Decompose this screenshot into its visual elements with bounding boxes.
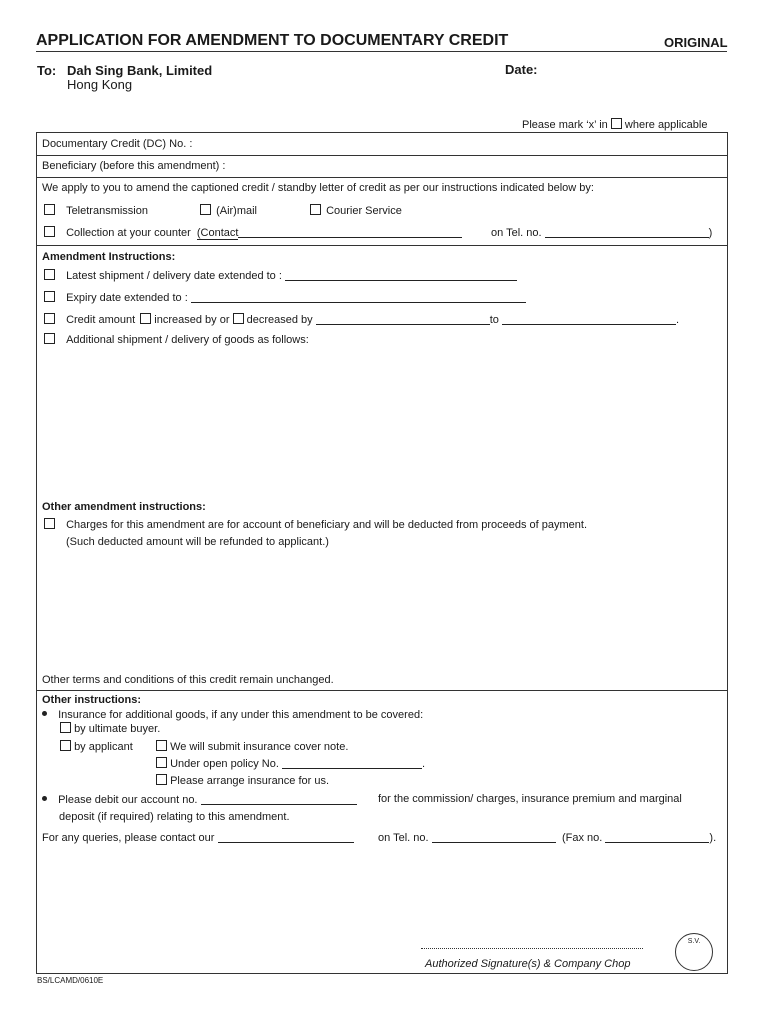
airmail-label: (Air)mail	[216, 205, 258, 217]
expiry-checkbox[interactable]	[44, 291, 55, 302]
latest-shipment-label: Latest shipment / delivery date extended to :	[66, 270, 282, 282]
amount-from-field[interactable]	[316, 313, 490, 325]
title-rule	[36, 51, 727, 52]
form-code: BS/LCAMD/0610E	[37, 976, 104, 985]
by-buyer-row	[60, 722, 160, 735]
open-policy-field[interactable]	[282, 757, 422, 769]
date-field[interactable]	[545, 62, 725, 76]
open-policy-end: .	[421, 758, 426, 770]
open-policy-label: Under open policy No.	[170, 758, 279, 770]
dc-rule	[36, 155, 727, 156]
teletransmission-checkbox[interactable]	[44, 204, 55, 215]
expiry-field[interactable]	[191, 291, 526, 303]
signature-label: Authorized Signature(s) & Company Chop	[425, 958, 631, 970]
courier-label: Courier Service	[326, 205, 402, 217]
queries-row	[42, 831, 354, 844]
increased-label: increased by or	[154, 314, 230, 326]
arrange-checkbox[interactable]	[156, 774, 167, 785]
collection-tel-label: on Tel. no.	[491, 227, 542, 239]
collection-option	[44, 226, 462, 239]
latest-shipment-field[interactable]	[285, 269, 517, 281]
other-amendment-heading: Other amendment instructions:	[42, 501, 206, 513]
apply-rule	[36, 245, 727, 246]
queries-contact-field[interactable]	[218, 831, 354, 843]
charges-row	[44, 518, 587, 531]
by-applicant-row	[60, 740, 133, 753]
submit-cover-checkbox[interactable]	[156, 740, 167, 751]
queries-label: For any queries, please contact our	[42, 832, 215, 844]
collection-tel-field[interactable]	[545, 226, 709, 238]
delivery-options	[44, 204, 148, 217]
charges-checkbox[interactable]	[44, 518, 55, 529]
to-label: to	[489, 314, 499, 326]
teletransmission-label: Teletransmission	[66, 205, 148, 217]
bank-name: Dah Sing Bank, Limited	[67, 63, 213, 78]
amount-period: .	[675, 314, 680, 326]
sv-label: S.V.	[687, 938, 701, 945]
by-buyer-label: by ultimate buyer.	[74, 723, 161, 735]
decreased-label: decreased by	[246, 314, 313, 326]
arrange-row	[156, 774, 329, 787]
date-label: Date:	[505, 62, 538, 77]
form-title: APPLICATION FOR AMENDMENT TO DOCUMENTARY CREDIT	[36, 32, 509, 49]
sv-stamp-circle	[675, 933, 713, 971]
insurance-label: Insurance for additional goods, if any under this amendment to be covered:	[58, 709, 424, 721]
beneficiary-label: Beneficiary (before this amendment) :	[42, 160, 226, 172]
submit-cover-label: We will submit insurance cover note.	[170, 741, 349, 753]
unchanged-rule	[36, 690, 727, 691]
open-policy-checkbox[interactable]	[156, 757, 167, 768]
frame-right	[727, 132, 728, 973]
decreased-checkbox[interactable]	[233, 313, 244, 324]
fax-end: ).	[709, 832, 717, 844]
other-amendment-area[interactable]	[60, 556, 720, 666]
expiry-label: Expiry date extended to :	[66, 292, 188, 304]
airmail-option	[200, 204, 257, 217]
amount-to-field[interactable]	[502, 313, 676, 325]
sample-checkbox-icon	[611, 118, 622, 129]
debit-for-label: for the commission/ charges, insurance premium and marginal	[378, 793, 682, 805]
additional-shipment-label: Additional shipment / delivery of goods as follows:	[66, 334, 309, 346]
increased-checkbox[interactable]	[140, 313, 151, 324]
collection-close-paren: )	[708, 227, 713, 239]
dc-number-label: Documentary Credit (DC) No. :	[42, 138, 193, 150]
query-tel-field[interactable]	[432, 831, 556, 843]
bank-city: Hong Kong	[67, 77, 133, 92]
by-buyer-checkbox[interactable]	[60, 722, 71, 733]
fax-field[interactable]	[605, 831, 709, 843]
contact-field[interactable]	[238, 226, 462, 238]
fax-row	[562, 831, 716, 844]
airmail-checkbox[interactable]	[200, 204, 211, 215]
dc-number-field[interactable]	[210, 136, 720, 152]
open-policy-row	[156, 757, 425, 770]
frame-top	[36, 132, 727, 133]
credit-amount-label: Credit amount	[66, 314, 136, 326]
additional-shipment-checkbox[interactable]	[44, 333, 55, 344]
submit-cover-row	[156, 740, 348, 753]
to-label: To:	[37, 63, 57, 78]
debit-account-field[interactable]	[201, 793, 357, 805]
additional-shipment-area[interactable]	[60, 352, 720, 492]
by-applicant-checkbox[interactable]	[60, 740, 71, 751]
expiry-row	[44, 291, 526, 304]
deposit-label: deposit (if required) relating to this amendment.	[59, 811, 290, 823]
insurance-row	[42, 709, 423, 721]
credit-amount-checkbox[interactable]	[44, 313, 55, 324]
collection-label: Collection at your counter	[66, 227, 191, 239]
mark-note-prefix: Please mark ‘x’ in	[522, 119, 608, 131]
mark-note-suffix: where applicable	[624, 119, 708, 131]
additional-shipment-row	[44, 333, 309, 346]
mark-note	[522, 118, 707, 131]
latest-shipment-row	[44, 269, 517, 282]
signature-line[interactable]	[421, 948, 643, 949]
contact-label: (Contact	[196, 227, 239, 239]
frame-bottom	[36, 973, 728, 974]
debit-row	[42, 793, 357, 806]
fax-label: (Fax no.	[562, 832, 603, 844]
frame-left	[36, 132, 37, 973]
beneficiary-field[interactable]	[245, 158, 720, 174]
latest-shipment-checkbox[interactable]	[44, 269, 55, 280]
courier-option	[310, 204, 402, 217]
collection-checkbox[interactable]	[44, 226, 55, 237]
debit-label: Please debit our account no.	[58, 794, 198, 806]
amendment-heading: Amendment Instructions:	[42, 251, 176, 263]
original-label: ORIGINAL	[664, 35, 728, 50]
collection-tel	[491, 226, 712, 239]
refund-note: (Such deducted amount will be refunded to applicant.)	[66, 536, 329, 548]
query-tel-row	[378, 831, 556, 844]
by-applicant-label: by applicant	[74, 741, 133, 753]
other-instructions-heading: Other instructions:	[42, 694, 142, 706]
unchanged-note: Other terms and conditions of this credit remain unchanged.	[42, 674, 334, 686]
arrange-label: Please arrange insurance for us.	[170, 775, 330, 787]
courier-checkbox[interactable]	[310, 204, 321, 215]
bullet-icon	[42, 796, 47, 801]
charges-label: Charges for this amendment are for account of beneficiary and will be deducted from proceeds of payment.	[66, 519, 588, 531]
bullet-icon	[42, 711, 47, 716]
credit-amount-row	[44, 313, 679, 326]
beneficiary-rule	[36, 177, 727, 178]
query-tel-label: on Tel. no.	[378, 832, 429, 844]
apply-statement: We apply to you to amend the captioned credit / standby letter of credit as per our instructions indicated below by:	[42, 182, 594, 194]
